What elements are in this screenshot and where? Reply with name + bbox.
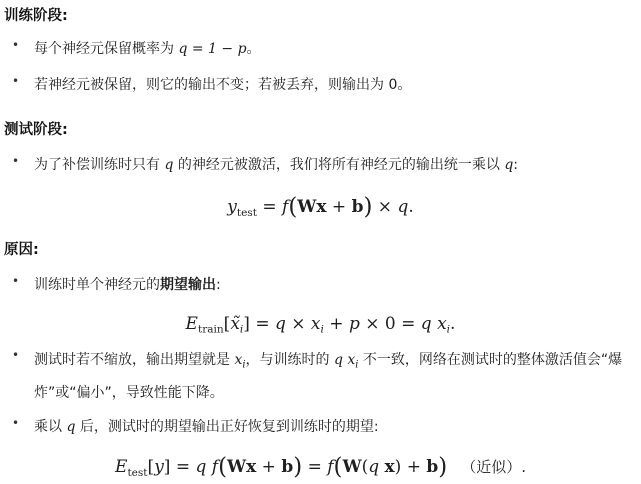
list-item-text bbox=[34, 38, 261, 58]
math-inline: q bbox=[504, 157, 514, 173]
math-inline: q = 1 − p bbox=[178, 41, 247, 57]
text-fragment: 后，测试时的期望输出正好恢复到训练时的期望: bbox=[79, 419, 379, 435]
text-fragment: ，与训练时的 bbox=[245, 352, 330, 368]
bullet-icon: • bbox=[12, 274, 20, 288]
math-inline: q $x_i$ bbox=[333, 352, 359, 371]
approx-note: （近似）. bbox=[461, 458, 526, 477]
list-item-text bbox=[34, 346, 640, 408]
text-fragment: : bbox=[216, 277, 221, 293]
equation-test-expectation: $E_{test}[y] = q$ f(Wx + b) = f(W(q x) + b) （近似）. bbox=[115, 454, 526, 480]
text-fragment: 测试时若不缩放，输出期望就是 bbox=[34, 352, 230, 368]
text-fragment: 训练时单个神经元的 bbox=[34, 277, 160, 293]
math-inline: q bbox=[66, 419, 76, 435]
text-fragment: : bbox=[513, 157, 519, 173]
math-inline: $x_i$ bbox=[234, 352, 246, 371]
bold-term: 期望输出 bbox=[160, 277, 216, 293]
text-fragment: 为了补偿训练时只有 bbox=[34, 157, 160, 173]
section-heading-test: 测试阶段: bbox=[4, 122, 68, 138]
text-fragment: 乘以 bbox=[34, 419, 62, 435]
text-fragment: 每个神经元保留概率为 bbox=[34, 41, 174, 57]
equation-train-expectation: $E_{train}[x̃_i] = q \times x_i + p \times 0 = q$ $x_i$. bbox=[185, 314, 456, 336]
text-fragment: 的神经元被激活，我们将所有神经元的输出统一乘以 bbox=[177, 157, 500, 173]
text-fragment: 。 bbox=[246, 41, 261, 57]
bullet-icon: • bbox=[12, 154, 20, 168]
section-heading-train: 训练阶段: bbox=[4, 8, 68, 24]
list-item-text: 若神经元被保留，则它的输出不变；若被丢弃，则输出为 0。 bbox=[34, 77, 412, 93]
list-item-text bbox=[34, 274, 221, 294]
math-inline: q bbox=[164, 157, 174, 173]
bullet-icon: • bbox=[12, 38, 20, 52]
list-item-text bbox=[34, 416, 379, 436]
equation-test-output: $y_{test} = f(Wx + b) \times q$. bbox=[227, 194, 414, 220]
text-fragment: 不一致，网络在测试时的整体激活值会“爆炸”或“偏小”，导致性能下降。 bbox=[34, 352, 623, 402]
bullet-icon: • bbox=[12, 348, 20, 362]
list-item-text bbox=[34, 154, 518, 174]
bullet-icon: • bbox=[12, 416, 20, 430]
bullet-icon: • bbox=[12, 74, 20, 88]
section-heading-reason: 原因: bbox=[4, 242, 39, 258]
